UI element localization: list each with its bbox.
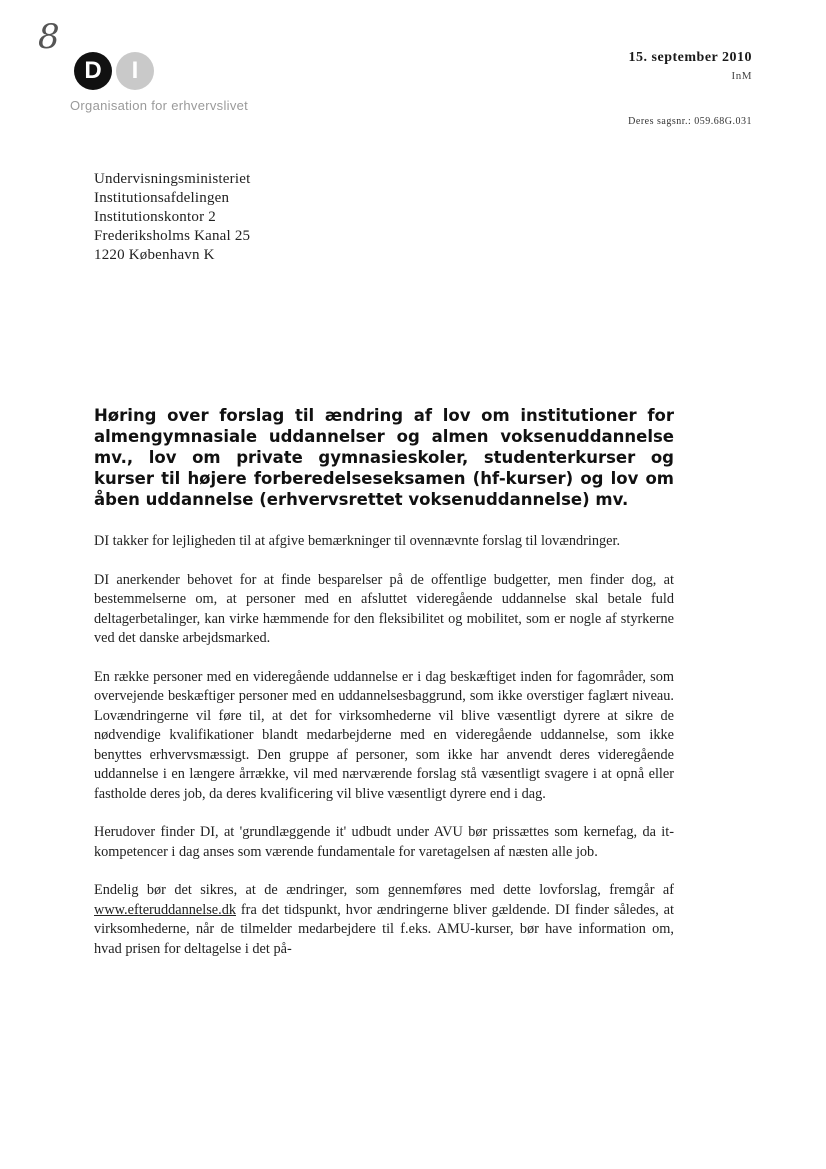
letter-date: 15. september 2010 bbox=[628, 50, 752, 65]
logo-circle-i: I bbox=[116, 52, 154, 90]
case-reference: Deres sagsnr.: 059.68G.031 bbox=[628, 116, 752, 127]
di-logo bbox=[70, 42, 270, 122]
address-line: Undervisningsministeriet bbox=[94, 171, 251, 187]
address-line: 1220 København K bbox=[94, 247, 215, 263]
recipient-address bbox=[94, 170, 250, 265]
letter-body bbox=[94, 532, 674, 978]
body-paragraph: DI anerkender behovet for at finde besparelser på de offentlige budgetter, men finder dog, at bestemmelserne om, at personer med en afsluttet videregående uddannelse skal betale fuld deltagerbetalinger, kan virke hæmmende for den fleksibilitet og mobilitet, som er nogle af styrkerne ved det danske arbejdsmarked. bbox=[94, 571, 674, 646]
body-paragraph bbox=[94, 881, 674, 959]
handwritten-page-mark: 8 bbox=[38, 17, 60, 57]
letter-subject: Høring over forslag til ændring af lov om institutioner for almengymnasiale uddannelser og almen voksenuddannelse mv., lov om private gymnasieskoler, studenterkurser og kurser til højere forberedelseseksamen (hf-kurser) og lov om åben uddannelse (erhvervsrettet voksenuddannelse) mv. bbox=[94, 406, 674, 509]
body-paragraph: En række personer med en videregående uddannelse er i dag beskæftiget inden for fagområder, som overvejende beskæftiger personer med en uddannelsesbaggrund, som ikke overstiger faglært niveau. Lovændringerne vil føre til, at det for virksomhederne vil blive væsentligt dyrere at sikre de nødvendige kvalifikationer blandt medarbejderne med en videregående uddannelse, som ikke benyttes erhvervsmæssigt. Den gruppe af personer, som ikke har anvendt deres videregående uddannelse i en længere årrække, vil med nærværende forslag stå væsentligt svagere i at opnå eller fastholde deres job, da deres kvalificering vil blive væsentligt dyrere end i dag. bbox=[94, 668, 674, 802]
body-text: Endelig bør det sikres, at de ændringer, som gennemføres med dette lovforslag, fremgår af bbox=[94, 882, 674, 898]
body-paragraph: DI takker for lejligheden til at afgive bemærkninger til ovennævnte forslag til lovændringer. bbox=[94, 533, 621, 549]
logo-circle-d: D bbox=[74, 52, 112, 90]
address-line: Institutionskontor 2 bbox=[94, 209, 216, 225]
address-line: Institutionsafdelingen bbox=[94, 190, 230, 206]
body-text: fra det tidspunkt, hvor ændringerne bliver gældende. DI finder således, at virksomhederne, når de tilmelder medarbejdere til f.eks. AMU-kurser, bør have information om, hvad prisen for deltagelse i det på- bbox=[94, 901, 674, 957]
address-line: Frederiksholms Kanal 25 bbox=[94, 228, 251, 244]
sender-initials: InM bbox=[731, 70, 752, 82]
efteruddannelse-link[interactable]: www.efteruddannelse.dk bbox=[94, 901, 236, 918]
body-paragraph: Herudover finder DI, at 'grundlæggende it' udbudt under AVU bør prissættes som kernefag, da it-kompetencer i dag anses som værende fundamentale for varetagelsen af næsten alle job. bbox=[94, 824, 674, 860]
logo-tagline: Organisation for erhvervslivet bbox=[70, 98, 249, 113]
